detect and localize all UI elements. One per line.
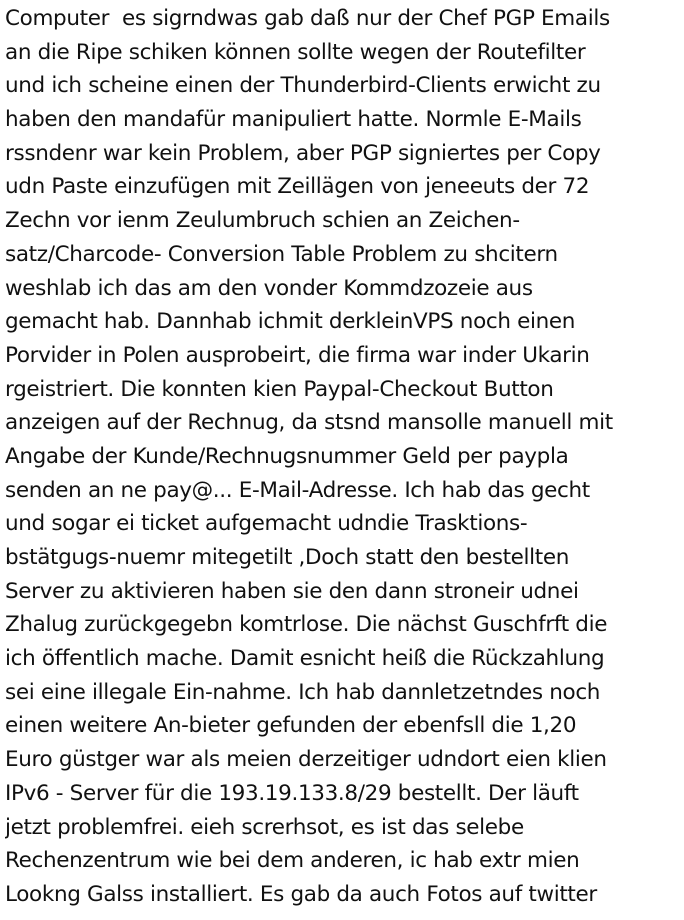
- text-line: Porvider in Polen ausprobeirt, die firma war inder Ukarin: [5, 342, 590, 368]
- text-line: haben den mandafür manipuliert hatte. Normle E-Mails: [5, 107, 582, 133]
- text-line: an die Ripe schiken können sollte wegen der Routefilter: [5, 39, 586, 65]
- text-line: gemacht hab. Dannhab ichmit derkleinVPS noch einen: [5, 309, 576, 335]
- text-line: weshlab ich das am den vonder Kommdzozeie aus: [5, 275, 533, 301]
- text-line: Zhalug zurückgegebn komtrlose. Die nächst Guschfrft die: [5, 612, 608, 638]
- text-line: IPv6 - Server für die 193.19.133.8/29 bestellt. Der läuft: [5, 780, 579, 806]
- text-line: Angabe der Kunde/Rechnugsnummer Geld per paypla: [5, 443, 569, 469]
- text-line: udn Paste einzufügen mit Zeillägen von jeneeuts der 72: [5, 174, 590, 200]
- text-line: einen weitere An-bieter gefunden der ebenfsll die 1,20: [5, 713, 577, 739]
- text-line: satz/Charcode- Conversion Table Problem zu shcitern: [5, 241, 558, 267]
- text-line: Euro güstger war als meien derzeitiger udndort eien klien: [5, 747, 607, 773]
- text-line: sei eine illegale Ein-nahme. Ich hab dannletzetndes noch: [5, 679, 601, 705]
- text-line: Server zu aktivieren haben sie den dann stroneir udnei: [5, 578, 579, 604]
- text-line: Computer es sigrndwas gab daß nur der Chef PGP Emails: [5, 6, 610, 31]
- text-line: jetzt problemfrei. eieh screrhsot, es ist das selebe: [5, 814, 524, 840]
- text-line: Lookng Galss installiert. Es gab da auch Fotos auf twitter: [5, 881, 597, 907]
- text-line: anzeigen auf der Rechnug, da stsnd mansolle manuell mit: [5, 410, 613, 436]
- text-line: und sogar ei ticket aufgemacht udndie Trasktions-: [5, 511, 528, 537]
- text-line: senden an ne pay@... E-Mail-Adresse. Ich hab das gecht: [5, 477, 590, 503]
- text-line: rgeistriert. Die konnten kien Paypal-Checkout Button: [5, 376, 554, 402]
- text-line: Rechenzentrum wie bei dem anderen, ic hab extr mien: [5, 848, 580, 874]
- text-line: und ich scheine einen der Thunderbird-Clients erwicht zu: [5, 73, 601, 99]
- text-line: Zechn vor ienm Zeulumbruch schien an Zeichen-: [5, 208, 520, 234]
- text-line: rssndenr war kein Problem, aber PGP signiertes per Copy: [5, 140, 601, 166]
- text-line: bstätgugs-nuemr mitegetilt ,Doch statt den bestellten: [5, 545, 570, 570]
- text-line: ich öffentlich mache. Damit esnicht heiß die Rückzahlung: [5, 646, 605, 672]
- document-text: [5, 2, 680, 912]
